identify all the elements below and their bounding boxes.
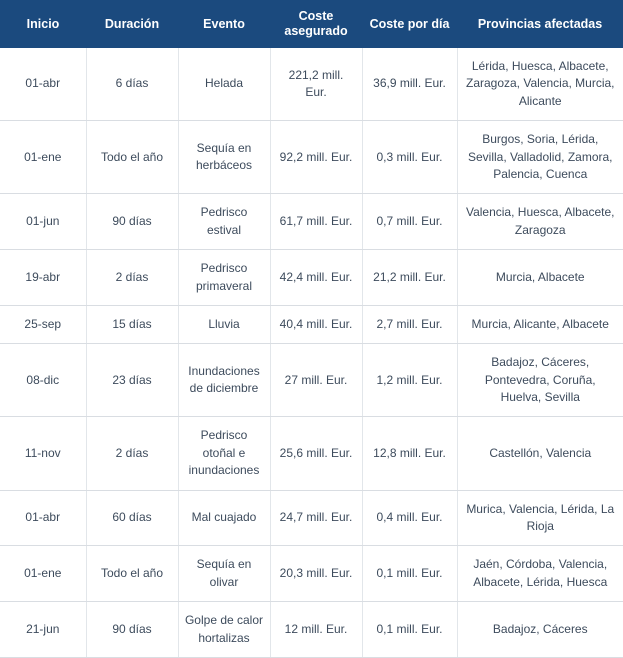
cell-inicio: 01-ene: [0, 121, 86, 194]
cell-evento: Helada: [178, 48, 270, 121]
cell-inicio: 25-sep: [0, 305, 86, 343]
cell-duracion: 90 días: [86, 602, 178, 658]
cell-coste-por-dia: 0,4 mill. Eur.: [362, 490, 457, 546]
cell-duracion: Todo el año: [86, 121, 178, 194]
cell-coste-por-dia: 36,9 mill. Eur.: [362, 48, 457, 121]
cell-evento: Lluvia: [178, 305, 270, 343]
cell-inicio: 08-dic: [0, 344, 86, 417]
cell-duracion: 60 días: [86, 490, 178, 546]
table-header-row: [0, 0, 623, 48]
cell-coste-asegurado: 12 mill. Eur.: [270, 602, 362, 658]
table-row: [0, 194, 623, 250]
table-row: [0, 490, 623, 546]
cell-inicio: 01-ene: [0, 546, 86, 602]
cell-duracion: 6 días: [86, 48, 178, 121]
cell-provincias: Lérida, Huesca, Albacete, Zaragoza, Valencia, Murcia, Alicante: [457, 48, 623, 121]
cell-duracion: 90 días: [86, 194, 178, 250]
cell-provincias: Valencia, Huesca, Albacete, Zaragoza: [457, 194, 623, 250]
cell-coste-asegurado: 221,2 mill. Eur.: [270, 48, 362, 121]
cell-evento: Mal cuajado: [178, 490, 270, 546]
cell-evento: Sequía en herbáceos: [178, 121, 270, 194]
table-row: [0, 48, 623, 121]
cell-provincias: Murcia, Albacete: [457, 250, 623, 306]
table-row: [0, 602, 623, 658]
cell-duracion: 2 días: [86, 417, 178, 490]
cell-evento: Golpe de calor hortalizas: [178, 602, 270, 658]
cell-provincias: Badajoz, Cáceres, Pontevedra, Coruña, Huelva, Sevilla: [457, 344, 623, 417]
cell-coste-por-dia: 0,3 mill. Eur.: [362, 121, 457, 194]
cell-evento: Inundaciones de diciembre: [178, 344, 270, 417]
column-header-duracion: Duración: [86, 0, 178, 48]
cell-coste-asegurado: 61,7 mill. Eur.: [270, 194, 362, 250]
cell-duracion: 15 días: [86, 305, 178, 343]
cell-inicio: 19-abr: [0, 250, 86, 306]
cell-provincias: Murica, Valencia, Lérida, La Rioja: [457, 490, 623, 546]
cell-evento: Pedrisco estival: [178, 194, 270, 250]
cell-coste-por-dia: 21,2 mill. Eur.: [362, 250, 457, 306]
column-header-inicio: Inicio: [0, 0, 86, 48]
cell-coste-por-dia: 12,8 mill. Eur.: [362, 417, 457, 490]
cell-evento: Pedrisco primaveral: [178, 250, 270, 306]
cell-coste-asegurado: 42,4 mill. Eur.: [270, 250, 362, 306]
cell-coste-asegurado: 25,6 mill. Eur.: [270, 417, 362, 490]
cell-coste-por-dia: 0,1 mill. Eur.: [362, 602, 457, 658]
table-row: [0, 546, 623, 602]
cell-inicio: 01-abr: [0, 48, 86, 121]
column-header-evento: Evento: [178, 0, 270, 48]
cell-coste-asegurado: 92,2 mill. Eur.: [270, 121, 362, 194]
column-header-coste-por-dia: Coste por día: [362, 0, 457, 48]
table-row: [0, 344, 623, 417]
cell-duracion: 2 días: [86, 250, 178, 306]
cell-duracion: Todo el año: [86, 546, 178, 602]
table-row: [0, 417, 623, 490]
table-header: [0, 0, 623, 48]
cell-coste-por-dia: 1,2 mill. Eur.: [362, 344, 457, 417]
cell-inicio: 01-jun: [0, 194, 86, 250]
cell-coste-asegurado: 27 mill. Eur.: [270, 344, 362, 417]
cell-provincias: Jaén, Córdoba, Valencia, Albacete, Lérida, Huesca: [457, 546, 623, 602]
table-row: [0, 121, 623, 194]
cell-coste-por-dia: 0,7 mill. Eur.: [362, 194, 457, 250]
table-row: [0, 305, 623, 343]
column-header-coste-asegurado: Coste asegurado: [270, 0, 362, 48]
cell-coste-por-dia: 2,7 mill. Eur.: [362, 305, 457, 343]
cell-evento: Pedrisco otoñal e inundaciones: [178, 417, 270, 490]
cell-provincias: Murcia, Alicante, Albacete: [457, 305, 623, 343]
cell-evento: Sequía en olivar: [178, 546, 270, 602]
cell-inicio: 01-abr: [0, 490, 86, 546]
table-body: [0, 48, 623, 657]
table-row: [0, 250, 623, 306]
cell-coste-por-dia: 0,1 mill. Eur.: [362, 546, 457, 602]
cell-provincias: Castellón, Valencia: [457, 417, 623, 490]
cell-inicio: 11-nov: [0, 417, 86, 490]
cell-coste-asegurado: 40,4 mill. Eur.: [270, 305, 362, 343]
column-header-provincias-afectadas: Provincias afectadas: [457, 0, 623, 48]
cell-provincias: Burgos, Soria, Lérida, Sevilla, Valladolid, Zamora, Palencia, Cuenca: [457, 121, 623, 194]
cell-coste-asegurado: 24,7 mill. Eur.: [270, 490, 362, 546]
cell-coste-asegurado: 20,3 mill. Eur.: [270, 546, 362, 602]
cell-provincias: Badajoz, Cáceres: [457, 602, 623, 658]
cell-inicio: 21-jun: [0, 602, 86, 658]
cell-duracion: 23 días: [86, 344, 178, 417]
